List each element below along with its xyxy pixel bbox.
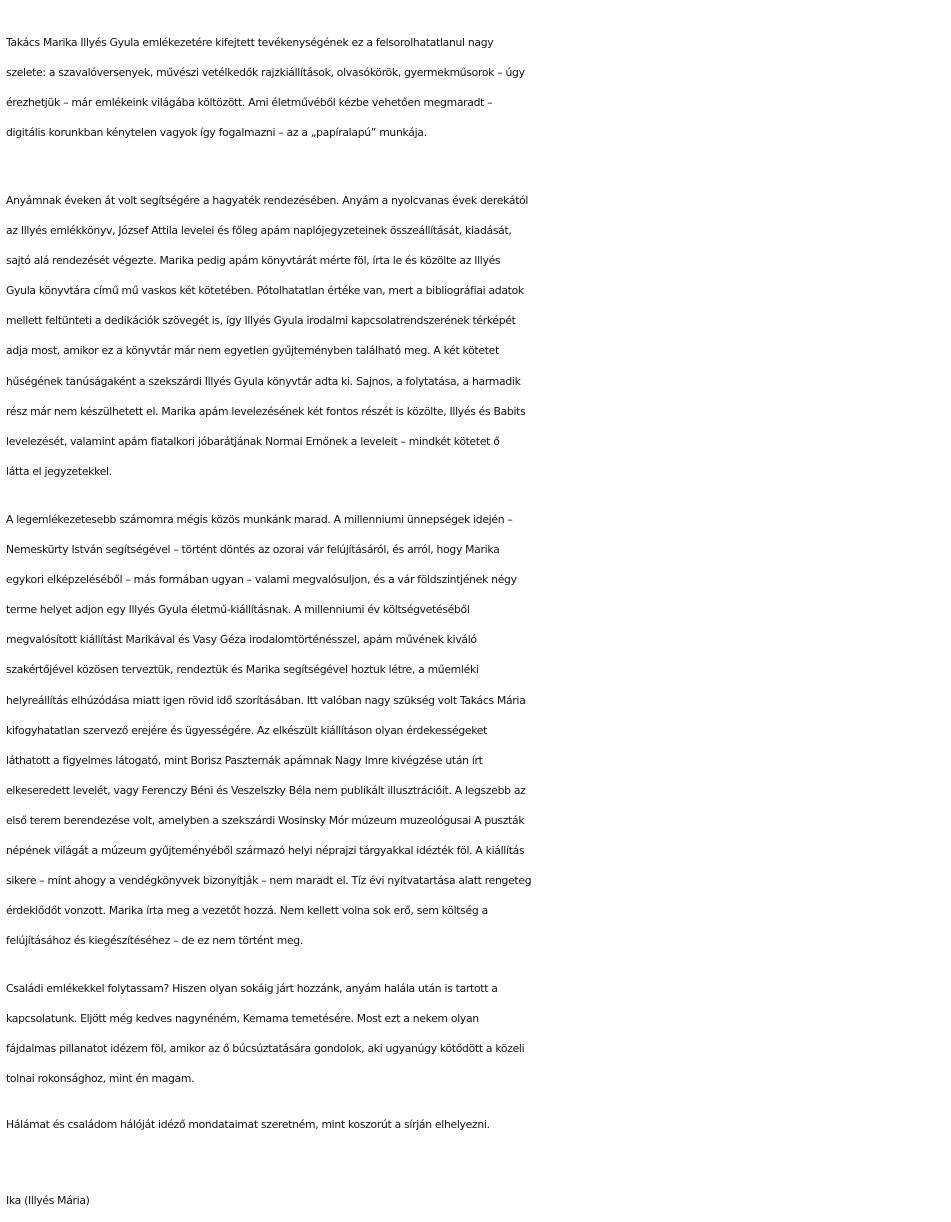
paragraph-line: mellett feltünteti a dedikációk szövegét is, így Illyés Gyula irodalmi kapcsolatrendszerének térképét — [6, 314, 516, 328]
paragraph-line: Takács Marika Illyés Gyula emlékezetére kifejtett tevékenységének ez a felsorolhatatlanul nagy — [6, 36, 494, 49]
paragraph-line: szakértőjével közösen terveztük, rendeztük és Marika segítségével hoztuk létre, a műemléki — [6, 663, 479, 677]
paragraph-line: A legemlékezetesebb számomra mégis közös munkánk marad. A millenniumi ünnepségek idején – — [6, 513, 513, 526]
paragraph-line: első terem berendezése volt, amelyben a szekszárdi Wosinsky Mór múzeum muzeológusai A puszták — [6, 813, 525, 827]
paragraph-line: érezhetjük – már emlékeink világába költözött. Ami életművéből kézbe vehetően megmaradt – — [6, 96, 493, 110]
paragraph-line: kifogyhatatlan szervező erejére és ügyességére. Az elkészült kiállításon olyan érdekességeket — [6, 723, 488, 737]
paragraph-line: az Illyés emlékkönyv, József Attila levelei és főleg apám naplójegyzeteinek összeállítását, kiadását, — [6, 224, 512, 238]
signature-text: Ika (Illyés Mária) — [6, 1194, 90, 1207]
paragraph-line: hűségének tanúságaként a szekszárdi Illyés Gyula könyvtár adta ki. Sajnos, a folytatása, a harmadik — [6, 374, 521, 388]
paragraph-line: népének világát a múzeum gyűjteményéből származó helyi néprajzi tárgyakkal idézték föl. A kiállítás — [6, 844, 525, 858]
paragraph-line: helyreállítás elhúzódása miatt igen rövid idő szorításában. Itt valóban nagy szükség volt Takács Mária — [6, 693, 526, 707]
paragraph-1 — [6, 28, 951, 148]
paragraph-line: sikere – mint ahogy a vendégkönyvek bizonyítják – nem maradt el. Tíz évi nyitvatartása alatt rengeteg — [6, 874, 532, 888]
paragraph-line: kapcsolatunk. Eljött még kedves nagynéném, Kemama temetésére. Most ezt a nekem olyan — [6, 1012, 479, 1026]
paragraph-line: Családi emlékekkel folytassam? Hiszen olyan sokáig járt hozzánk, anyám halála után is tartott a — [6, 982, 498, 995]
paragraph-4 — [6, 974, 951, 1094]
paragraph-line: felújításához és kiegészítéséhez – de ez nem történt meg. — [6, 934, 303, 948]
paragraph-2 — [6, 186, 951, 487]
paragraph-line: fájdalmas pillanatot idézem föl, amikor az ő búcsúztatására gondolok, aki ugyanúgy kötődött a közeli — [6, 1042, 525, 1056]
paragraph-line: adja most, amikor ez a könyvtár már nem egyetlen gyűjteményben található meg. A két kötetet — [6, 344, 499, 358]
signature — [6, 1186, 951, 1216]
paragraph-line: rész már nem készülhetett el. Marika apám levelezésének két fontos részét is közölte, Illyés és Babits — [6, 404, 526, 418]
paragraph-line: elkeseredett levelét, vagy Ferenczy Béni és Veszelszky Béla nem publikált illusztrációit. A legszebb az — [6, 783, 526, 797]
paragraph-line: Gyula könyvtára című mű vaskos két kötetében. Pótolhatatlan értéke van, mert a bibliográfiai adatok — [6, 284, 524, 298]
paragraph-line: Nemeskürty István segítségével – történt döntés az ozorai vár felújításáról, és arról, hogy Marika — [6, 543, 500, 557]
paragraph-line: sajtó alá rendezését végezte. Marika pedig apám könyvtárát mérte föl, írta le és közölte az Illyés — [6, 254, 501, 268]
paragraph-line: terme helyet adjon egy Illyés Gyula életmű-kiállításnak. A millenniumi év költségvetéséből — [6, 603, 470, 617]
paragraph-line: levelezését, valamint apám fiatalkori jóbarátjának Normai Ernőnek a leveleit – mindkét kötetet ő — [6, 434, 500, 448]
paragraph-line: egykori elképzeléséből – más formában ugyan – valami megvalósuljon, és a vár földszintjének négy — [6, 573, 517, 587]
paragraph-line: láthatott a figyelmes látogató, mint Borisz Paszternák apámnak Nagy Imre kivégzése után írt — [6, 753, 483, 767]
paragraph-line: tolnai rokonsághoz, mint én magam. — [6, 1072, 195, 1086]
paragraph-line: szelete: a szavalóversenyek, művészi vetélkedők rajzkiállítások, olvasókörök, gyermekműsorok – úgy — [6, 66, 525, 80]
paragraph-line: Anyámnak éveken át volt segítségére a hagyaték rendezésében. Anyám a nyolcvanas évek derekától — [6, 194, 529, 207]
paragraph-line: digitális korunkban kénytelen vagyok így fogalmazni – az a „papíralapú” munkája. — [6, 126, 427, 140]
paragraph-3 — [6, 505, 951, 956]
paragraph-line: megvalósított kiállítást Marikával és Vasy Géza irodalomtörténésszel, apám művének kiváló — [6, 633, 477, 647]
paragraph-5 — [6, 1110, 951, 1140]
paragraph-line: látta el jegyzetekkel. — [6, 464, 112, 478]
paragraph-line: Hálámat és családom hálóját idéző mondataimat szeretném, mint koszorút a sírján elhelyezni. — [6, 1118, 490, 1131]
paragraph-line: érdeklődőt vonzott. Marika írta meg a vezetőt hozzá. Nem kellett volna sok erő, sem költség a — [6, 904, 488, 918]
